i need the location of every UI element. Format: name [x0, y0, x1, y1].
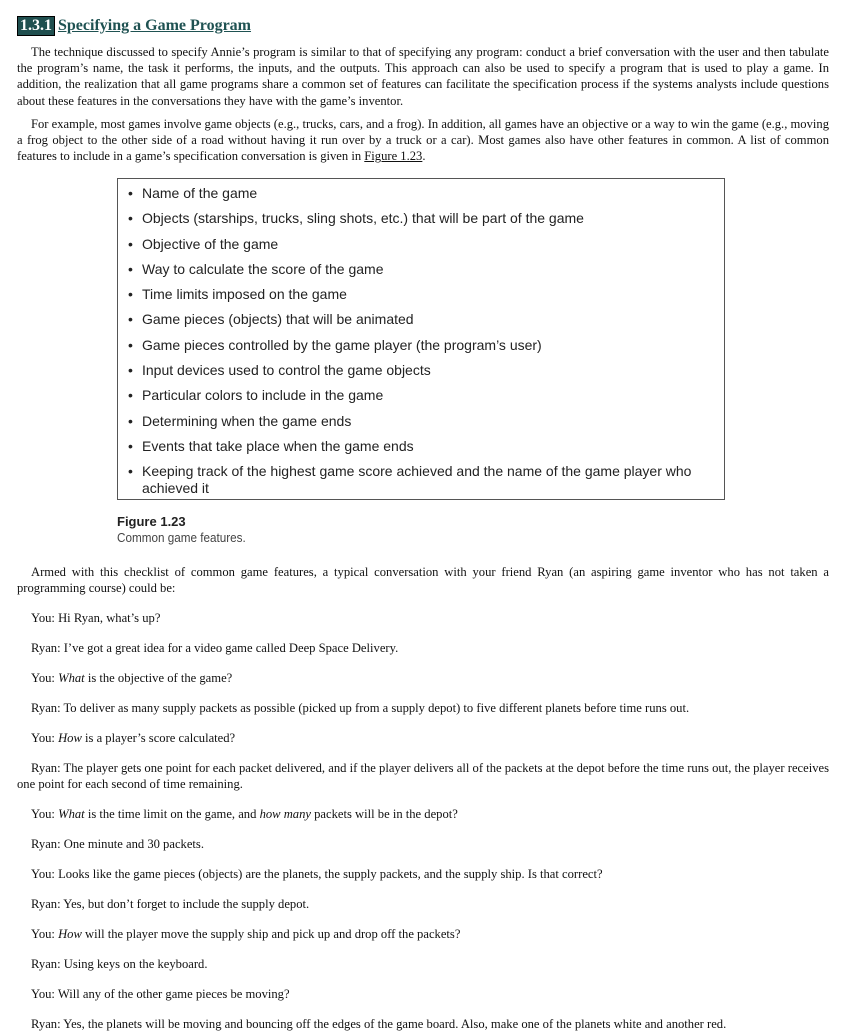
dialog-text: is the time limit on the game, and [84, 807, 260, 821]
bullet-icon: • [128, 387, 133, 404]
paragraph-checklist: Armed with this checklist of common game features, a typical conversation with your friend Ryan (an aspiring game inventor who has not taken a programming course) could be: [17, 565, 829, 596]
feature-item [128, 413, 716, 430]
bullet-icon: • [128, 437, 133, 454]
dialog-line [17, 896, 829, 912]
section-title-link[interactable]: Specifying a Game Program [58, 17, 252, 34]
dialog-text: Ryan: One minute and 30 packets. [31, 837, 204, 851]
bullet-icon: • [128, 362, 133, 379]
bullet-icon: • [128, 463, 133, 480]
feature-item [128, 337, 716, 354]
feature-item-text: Events that take place when the game ends [142, 437, 414, 454]
bullet-icon: • [128, 185, 133, 201]
feature-item [128, 438, 716, 455]
figure-box [117, 178, 725, 500]
feature-item [128, 210, 716, 227]
dialog-line [17, 836, 829, 852]
dialog-emphasis: What [58, 807, 85, 821]
dialog-text: packets will be in the depot? [310, 807, 458, 821]
section-number: 1.3.1 [17, 16, 55, 36]
dialog-text: Ryan: Yes, but don’t forget to include the supply depot. [31, 897, 310, 911]
feature-item [128, 286, 716, 303]
dialog-text: Ryan: Yes, the planets will be moving and bouncing off the edges of the game board. Also, make one of the planets white and another red. [31, 1017, 727, 1031]
dialog-line [17, 730, 829, 746]
dialog-text: You: Will any of the other game pieces be moving? [31, 987, 290, 1001]
feature-list [128, 185, 716, 497]
feature-item-text: Name of the game [142, 185, 258, 201]
feature-item-text: Objective of the game [142, 235, 279, 252]
dialog-text: is a player’s score calculated? [81, 731, 236, 745]
bullet-icon: • [128, 412, 133, 429]
feature-item-text: Particular colors to include in the game [142, 387, 384, 404]
dialog-line [17, 700, 829, 716]
feature-item-text: Keeping track of the highest game score achieved and the name of the game player who achieved it [142, 463, 692, 497]
dialog-text: Ryan: To deliver as many supply packets as possible (picked up from a supply depot) to five different planets before time runs out. [31, 701, 690, 715]
bullet-icon: • [128, 336, 133, 353]
feature-item-text: Determining when the game ends [142, 412, 352, 429]
feature-item-text: Way to calculate the score of the game [142, 260, 384, 277]
page [17, 0, 829, 1031]
feature-item-text: Time limits imposed on the game [142, 286, 347, 303]
dialog-text: will the player move the supply ship and pick up and drop off the packets? [81, 927, 461, 941]
dialog-emphasis: how many [259, 807, 311, 821]
dialog-text: Ryan: Using keys on the keyboard. [31, 957, 208, 971]
paragraph-example-text: For example, most games involve game objects (e.g., trucks, cars, and a frog). In addition, all games have an objective or a way to win the game (e.g., moving a frog object to the other side of a road without having it run over by a truck or a car). Most games also have other features in common. A list of common features to include in a game’s specification conversation is given in [17, 116, 829, 164]
feature-item [128, 387, 716, 404]
dialog-line [17, 806, 829, 822]
dialog-line [17, 1016, 829, 1032]
figure-caption: Common game features. [117, 530, 246, 545]
paragraph-intro: The technique discussed to specify Annie’s program is similar to that of specifying any program: conduct a brief conversation with the user and then tabulate the program’s name, the task it performs, the inputs, and the outputs. This approach can also be used to specify a program that is used to play a game. In addition, the realization that all game programs share a common set of features can facilitate the specification process if the systems analysts include questions about these features in the conversations they have with the game’s inventor. [17, 45, 829, 108]
paragraph-example-end: . [422, 149, 426, 164]
dialog-line [17, 926, 829, 942]
dialog-text: You: Hi Ryan, what’s up? [31, 611, 161, 625]
section-heading [17, 16, 829, 36]
dialog-text: You: Looks like the game pieces (objects) are the planets, the supply packets, and the supply ship. Is that correct? [31, 867, 603, 881]
feature-item [128, 236, 716, 253]
feature-item [128, 261, 716, 278]
dialog-text: Ryan: I’ve got a great idea for a video game called Deep Space Delivery. [31, 641, 399, 655]
feature-item [128, 311, 716, 328]
dialog-line [17, 956, 829, 972]
dialog-text: You: [31, 807, 59, 821]
dialog-line [17, 986, 829, 1002]
feature-item-text: Objects (starships, trucks, sling shots, etc.) that will be part of the game [142, 210, 584, 227]
feature-item [128, 185, 716, 202]
figure-link[interactable]: Figure 1.23 [364, 149, 423, 164]
figure-label: Figure 1.23 [117, 514, 186, 529]
dialog-emphasis: What [58, 671, 85, 685]
bullet-icon: • [128, 235, 133, 252]
feature-item-text: Game pieces controlled by the game player (the program’s user) [142, 336, 542, 353]
feature-item-text: Game pieces (objects) that will be animated [142, 311, 414, 328]
dialog-text: You: [31, 671, 59, 685]
feature-item-text: Input devices used to control the game objects [142, 362, 431, 379]
dialog-line [17, 640, 829, 656]
dialog-line [17, 610, 829, 626]
bullet-icon: • [128, 210, 133, 227]
dialog-line [17, 670, 829, 686]
dialog-emphasis: How [58, 927, 82, 941]
bullet-icon: • [128, 311, 133, 328]
paragraph-example [17, 116, 829, 165]
dialog-line [17, 866, 829, 882]
dialog-emphasis: How [58, 731, 82, 745]
dialog-text: You: [31, 927, 59, 941]
dialog-text: You: [31, 731, 59, 745]
feature-item [128, 362, 716, 379]
dialog-text: Ryan: The player gets one point for each packet delivered, and if the player delivers all of the packets at the depot before the time runs out, the player receives one point for each second of time remaining. [17, 761, 829, 792]
dialog-text: is the objective of the game? [84, 671, 233, 685]
feature-item [128, 463, 716, 497]
bullet-icon: • [128, 260, 133, 277]
bullet-icon: • [128, 286, 133, 303]
dialog-line [17, 760, 829, 792]
